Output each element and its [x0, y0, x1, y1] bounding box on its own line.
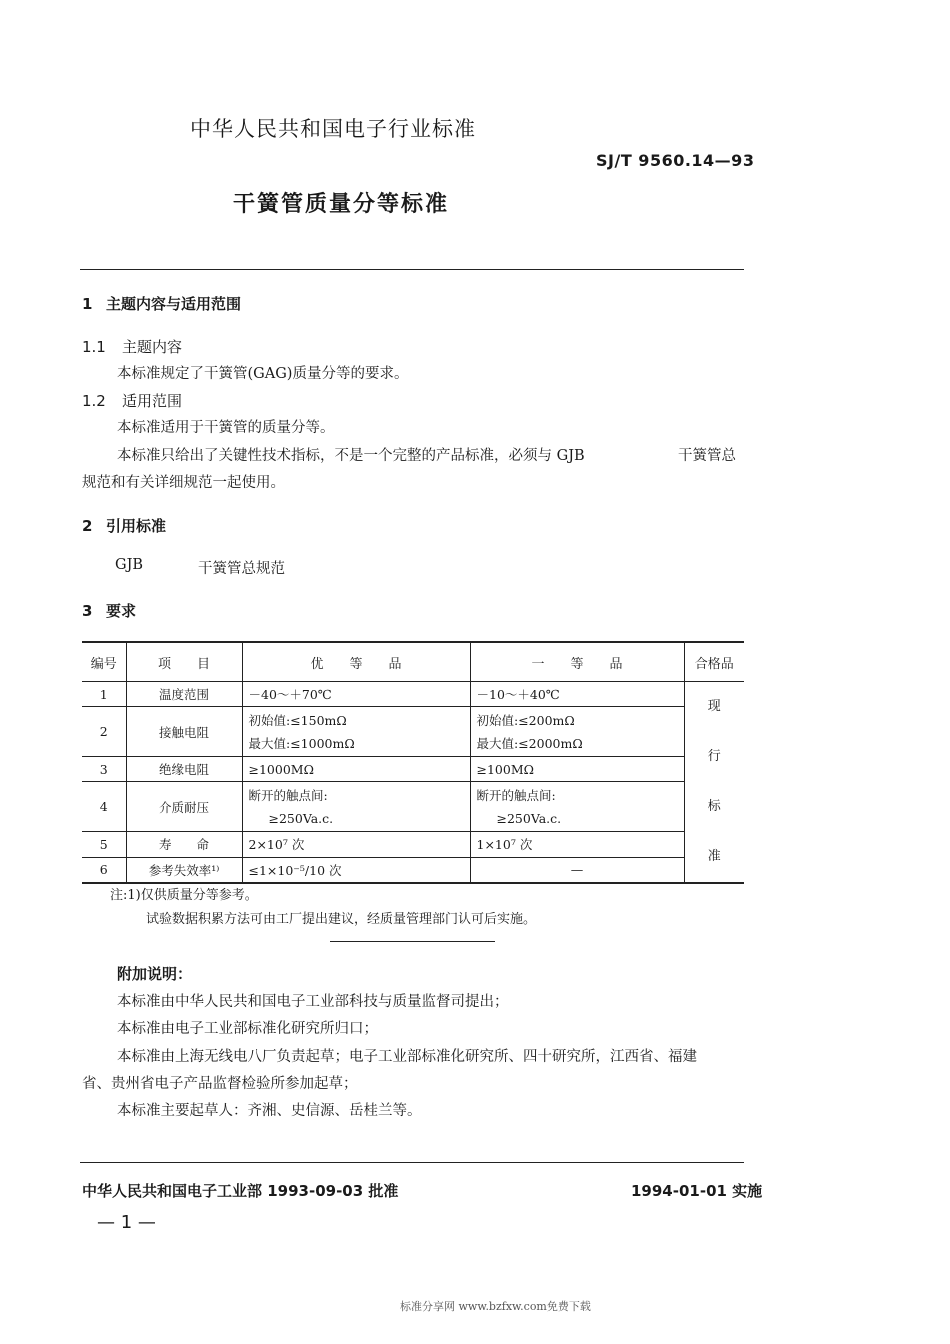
section-1-2-text-2b: 干簧管总	[678, 448, 736, 464]
section-1-1-text: 本标准规定了干簧管(GAG)质量分等的要求。	[117, 366, 409, 382]
note-2: 试验数据积累方法可由工厂提出建议，经质量管理部门认可后实施。	[146, 912, 537, 927]
row-first: －10～＋40℃	[470, 682, 684, 707]
additional-line-1: 本标准由中华人民共和国电子工业部科技与质量监督司提出；	[117, 994, 509, 1010]
row-first: 1×10⁷ 次	[470, 832, 684, 857]
standard-code: SJ/T 9560.14—93	[596, 151, 755, 170]
section-1-2-text-2a: 本标准只给出了关键性技术指标，不是一个完整的产品标准，必须与 GJB	[117, 448, 585, 464]
cell-line: 断开的触点间:	[476, 787, 556, 803]
notes-separator	[330, 941, 495, 942]
row-no: 5	[82, 832, 126, 857]
section-1-2-heading	[82, 390, 182, 411]
row-item: 接触电阻	[126, 707, 242, 757]
table-row	[82, 832, 744, 857]
qualified-char: 行	[707, 749, 721, 764]
row-item: 寿 命	[126, 832, 242, 857]
section-1-number: 1	[82, 295, 93, 313]
row-item: 绝缘电阻	[126, 757, 242, 782]
row-superior: －40～＋70℃	[242, 682, 470, 707]
cell-line: 初始值:≤200mΩ	[476, 712, 575, 728]
table-header-row	[82, 642, 744, 682]
row-no: 3	[82, 757, 126, 782]
section-1-1-title: 主题内容	[122, 338, 183, 356]
header-qualified: 合格品	[684, 642, 744, 682]
section-1-2-text-1: 本标准适用于干簧管的质量分等。	[117, 420, 335, 436]
section-3-title: 要求	[106, 602, 137, 620]
row-no: 6	[82, 857, 126, 883]
section-1-2-text-2c: 规范和有关详细规范一起使用。	[82, 475, 285, 491]
table-row	[82, 857, 744, 883]
footer-rule	[80, 1162, 744, 1163]
section-2-number: 2	[82, 517, 93, 535]
header-rule	[80, 269, 744, 270]
row-superior: ≤1×10⁻⁵/10 次	[242, 857, 470, 883]
section-1-title: 主题内容与适用范围	[106, 295, 242, 313]
cell-line: ≥250Va.c.	[268, 810, 334, 826]
additional-line-4: 本标准主要起草人：齐湘、史信源、岳桂兰等。	[117, 1103, 422, 1119]
table-row	[82, 682, 744, 707]
row-first	[470, 707, 684, 757]
row-item: 参考失效率¹⁾	[126, 857, 242, 883]
note-1: 注:1)仅供质量分等参考。	[110, 888, 258, 903]
header-superior: 优 等 品	[242, 642, 470, 682]
cell-line: ≥250Va.c.	[496, 810, 562, 826]
section-2-title: 引用标准	[106, 517, 167, 535]
qualified-cell	[684, 682, 744, 884]
row-superior	[242, 782, 470, 832]
qualified-char: 标	[707, 799, 721, 814]
row-first: —	[470, 857, 684, 883]
watermark-text: 标准分享网 www.bzfxw.com免费下载	[400, 1300, 591, 1313]
qualified-char: 现	[707, 699, 721, 714]
qualified-char: 准	[707, 849, 721, 864]
row-item: 温度范围	[126, 682, 242, 707]
header-item: 项 目	[126, 642, 242, 682]
cell-line: 最大值:≤1000mΩ	[248, 735, 355, 751]
section-1-1-heading	[82, 336, 182, 357]
additional-line-3b: 省、贵州省电子产品监督检验所参加起草；	[82, 1076, 358, 1092]
section-3-heading	[82, 600, 136, 621]
table-row	[82, 757, 744, 782]
row-no: 1	[82, 682, 126, 707]
row-no: 4	[82, 782, 126, 832]
section-3-number: 3	[82, 602, 93, 620]
reference-code: GJB	[115, 557, 144, 573]
row-superior: 2×10⁷ 次	[242, 832, 470, 857]
implementation-date: 1994-01-01 实施	[631, 1182, 763, 1200]
row-superior	[242, 707, 470, 757]
standard-org-title: 中华人民共和国电子行业标准	[190, 117, 476, 141]
row-first	[470, 782, 684, 832]
section-1-2-title: 适用范围	[122, 392, 183, 410]
header-no: 编号	[82, 642, 126, 682]
cell-line: 最大值:≤2000mΩ	[476, 735, 583, 751]
header-first: 一 等 品	[470, 642, 684, 682]
approval-line: 中华人民共和国电子工业部 1993-09-03 批准	[82, 1182, 399, 1200]
requirements-table	[82, 641, 744, 884]
row-item: 介质耐压	[126, 782, 242, 832]
section-2-heading	[82, 515, 166, 536]
table-row	[82, 782, 744, 832]
row-no: 2	[82, 707, 126, 757]
additional-line-3a: 本标准由上海无线电八厂负责起草；电子工业部标准化研究所、四十研究所，江西省、福建	[117, 1049, 697, 1065]
section-1-heading	[82, 293, 241, 314]
row-superior: ≥1000MΩ	[242, 757, 470, 782]
page-number: — 1 —	[97, 1212, 156, 1233]
document-title: 干簧管质量分等标准	[233, 192, 450, 217]
reference-title: 干簧管总规范	[198, 561, 285, 577]
cell-line: 断开的触点间:	[248, 787, 328, 803]
table-row	[82, 707, 744, 757]
row-first: ≥100MΩ	[470, 757, 684, 782]
section-1-1-number: 1.1	[82, 338, 106, 356]
additional-line-2: 本标准由电子工业部标准化研究所归口；	[117, 1021, 378, 1037]
section-1-2-number: 1.2	[82, 392, 106, 410]
additional-title: 附加说明：	[117, 965, 193, 983]
cell-line: 初始值:≤150mΩ	[248, 712, 347, 728]
